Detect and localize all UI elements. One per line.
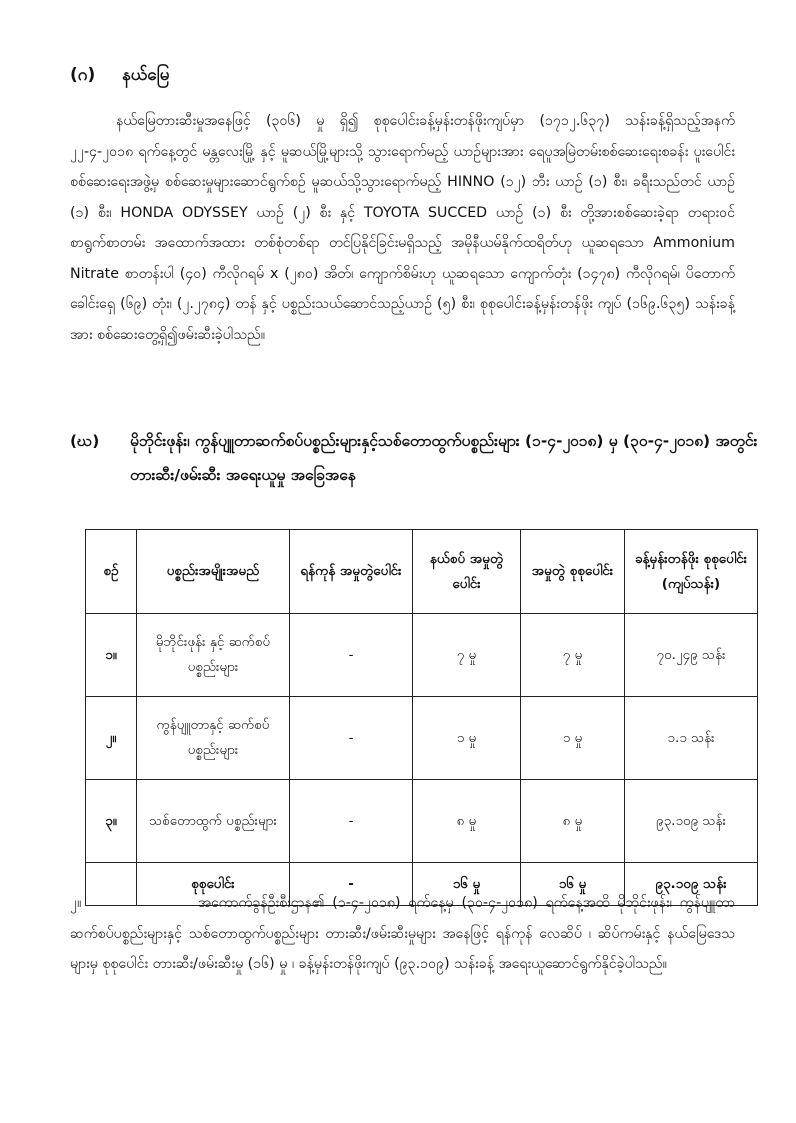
row-total-cases: ၇ မှု bbox=[521, 614, 625, 697]
section-a-heading bbox=[70, 64, 169, 89]
section-a-paragraph: နယ်မြေတားဆီးမှုအနေဖြင့် (၃၀၆) မှု ရှိ၍ စုစုပေါင်းခန့်မှန်းတန်ဖိုးကျပ်မှာ (၁၇၁၂.၆၃၇) သန်းခန့်ရှိသည့်အနက် ၂၂-၄-၂၀၁၈ ရက်နေ့တွင် မန္တလေးမြို့ နှင့် မူဆယ်မြို့များသို့ သွားရောက်မည့် ယာဉ်များအား ရေပူအမြဲတမ်းစစ်ဆေးရေးစခန်း ပူးပေါင်းစစ်ဆေးရေးအဖွဲ့မှ စစ်ဆေးမှုများဆောင်ရွက်စဉ် မူဆယ်သို့သွားရောက်မည့် HINNO (၁၂) ဘီး ယာဉ် (၁) စီး၊ ခရီးသည်တင် ယာဉ် (၁) စီး၊ HONDA ODYSSEY ယာဉ် (၂) စီး နှင့် TOYOTA SUCCED ယာဉ် (၁) စီး တို့အားစစ်ဆေးခဲ့ရာ တရားဝင် စာရွက်စာတမ်း အထောက်အထား တစ်စုံတစ်ရာ တင်ပြနိုင်ခြင်းမရှိသည့် အမိုနီယမ်နိုက်ထရိတ်ဟု ယူဆရသော Ammonium Nitrate စာတန်းပါ (၄၀) ကီလိုဂရမ် x (၂၈၀) အိတ်၊ ကျောက်စိမ်းဟု ယူဆရသော ကျောက်တုံး (၁၄၇၈) ကီလိုဂရမ်၊ ပိတောက်ခေါင်းရှေ (၆၉) တုံး၊ (၂.၂၇၈၄) တန် နှင့် ပစ္စည်းသယ်ဆောင်သည့်ယာဉ် (၅) စီး၊ စုစုပေါင်းခန့်မှန်းတန်ဖိုး ကျပ် (၁၆၉.၆၃၅) သန်းခန့်အား စစ်ဆေးတွေ့ရှိ၍ဖမ်းဆီးခဲ့ပါသည်။ bbox=[70, 113, 735, 343]
row-sn: ၁။ bbox=[86, 614, 137, 697]
row-estimated-value: ၁.၁ သန်း bbox=[625, 697, 758, 780]
row-estimated-value: ၉၃.၁၀၉ သန်း bbox=[625, 780, 758, 863]
total-label: စုစုပေါင်း bbox=[137, 863, 290, 906]
row-total-cases: ၈ မှု bbox=[521, 780, 625, 863]
table-header-row bbox=[86, 530, 758, 614]
paragraph-2 bbox=[70, 888, 735, 980]
total-estimated-value: ၉၃.၁၀၉ သန်း bbox=[625, 863, 758, 906]
header-region-cases: နယ်စပ် အမှုတွဲပေါင်း bbox=[413, 530, 521, 614]
row-region-cases: ၈ မှု bbox=[413, 780, 521, 863]
seizure-summary-table bbox=[85, 529, 758, 906]
header-sn: စဉ် bbox=[86, 530, 137, 614]
total-region-cases: ၁၆ မှု bbox=[413, 863, 521, 906]
total-total-cases: ၁၆ မှု bbox=[521, 863, 625, 906]
row-item: သစ်တောထွက် ပစ္စည်းများ bbox=[137, 780, 290, 863]
row-sn: ၃။ bbox=[86, 780, 137, 863]
row-item: ကွန်ပျူတာနှင့် ဆက်စပ်ပစ္စည်းများ bbox=[137, 697, 290, 780]
section-b-title: မိုဘိုင်းဖုန်း၊ ကွန်ပျူတာဆက်စပ်ပစ္စည်းများနှင့်သစ်တောထွက်ပစ္စည်းများ (၁-၄-၂၀၁၈) မှ (၃၀-၄-၂၀၁၈) အတွင်း တားဆီး/ဖမ်းဆီး အရေးယူမှု အခြေအနေ bbox=[130, 432, 758, 484]
section-b-number: (ဃ) bbox=[70, 432, 100, 450]
row-region-cases: ၇ မှု bbox=[413, 614, 521, 697]
header-estimated-value: ခန့်မှန်းတန်ဖိုး စုစုပေါင်း (ကျပ်သန်း) bbox=[625, 530, 758, 614]
table-row bbox=[86, 614, 758, 697]
table-row bbox=[86, 697, 758, 780]
total-yangon-cases: - bbox=[290, 863, 413, 906]
section-b-heading bbox=[70, 424, 760, 492]
row-yangon-cases: - bbox=[290, 697, 413, 780]
row-item: မိုဘိုင်းဖုန်း နှင့် ဆက်စပ်ပစ္စည်းများ bbox=[137, 614, 290, 697]
header-total-cases: အမှုတွဲ စုစုပေါင်း bbox=[521, 530, 625, 614]
row-estimated-value: ၇၀.၂၄၉ သန်း bbox=[625, 614, 758, 697]
row-sn: ၂။ bbox=[86, 697, 137, 780]
section-a-number: (ဂ) bbox=[70, 65, 96, 85]
row-yangon-cases: - bbox=[290, 614, 413, 697]
row-region-cases: ၁ မှု bbox=[413, 697, 521, 780]
paragraph-2-text: အကောက်ခွန်ဦးစီးဌာန၏ (၁-၄-၂၀၁၈) ရက်နေ့မှ (၃၀-၄-၂၀၁၈) ရက်နေ့အထိ မိုဘိုင်းဖုန်း၊ ကွန်ပျူတာဆက်စပ်ပစ္စည်းများနှင့် သစ်တောထွက်ပစ္စည်းများ တားဆီး/ဖမ်းဆီးမှုများ အနေဖြင့် ရန်ကုန် လေဆိပ် ၊ ဆိပ်ကမ်းနှင့် နယ်မြေဒေသများမှ စုစုပေါင်း တားဆီး/ဖမ်းဆီးမှု (၁၆) မှု ၊ ခန့်မှန်းတန်ဖိုးကျပ် (၉၃.၁၀၉) သန်းခန့် အရေးယူဆောင်ရွက်နိုင်ခဲ့ပါသည်။ bbox=[70, 895, 735, 972]
header-item: ပစ္စည်းအမျိုးအမည် bbox=[137, 530, 290, 614]
header-yangon-cases: ရန်ကုန် အမှုတွဲပေါင်း bbox=[290, 530, 413, 614]
row-yangon-cases: - bbox=[290, 780, 413, 863]
table-row bbox=[86, 780, 758, 863]
section-a-title: နယ်မြေ bbox=[122, 65, 170, 85]
row-total-cases: ၁ မှု bbox=[521, 697, 625, 780]
paragraph-2-number: ၂။ bbox=[70, 895, 82, 911]
